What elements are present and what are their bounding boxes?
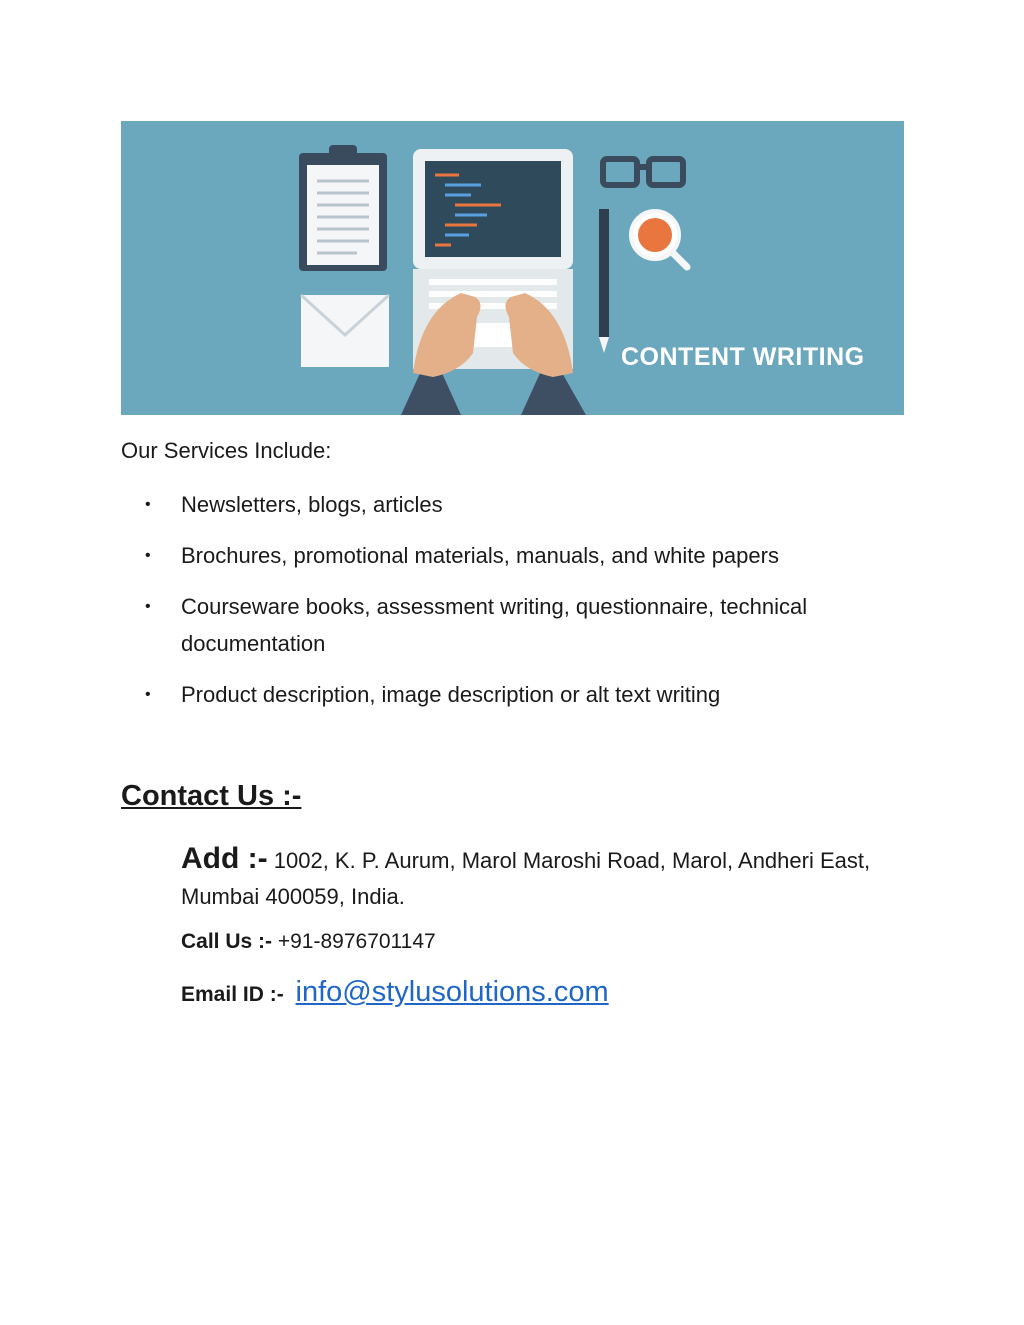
list-item: [145, 676, 885, 713]
content-writing-banner: [121, 121, 904, 415]
phone-line: [181, 925, 436, 959]
service-text: Brochures, promotional materials, manuals, and white papers: [181, 543, 779, 568]
email-line: [181, 972, 609, 1015]
phone-label: Call Us :-: [181, 930, 273, 953]
services-list: [145, 486, 885, 727]
envelope-icon: [301, 295, 389, 367]
address-value: 1002, K. P. Aurum, Marol Maroshi Road, Marol, Andheri East, Mumbai 400059, India.: [181, 848, 871, 909]
services-heading: Our Services Include:: [121, 438, 332, 463]
bullet: •: [145, 598, 151, 615]
bullet: •: [145, 547, 151, 564]
email-link[interactable]: info@stylusolutions.com: [295, 976, 609, 1008]
bullet: •: [145, 686, 151, 703]
service-text: Newsletters, blogs, articles: [181, 492, 443, 517]
phone-value: +91-8976701147: [277, 930, 436, 953]
service-text: Product description, image description or alt text writing: [181, 682, 721, 707]
bullet: •: [145, 496, 151, 513]
magnifier-icon: [631, 211, 687, 267]
address-label: Add :-: [181, 842, 268, 875]
banner-caption: CONTENT WRITING: [621, 343, 865, 371]
pencil-icon: [599, 209, 609, 353]
clipboard-icon: [299, 145, 387, 271]
address-block: [181, 841, 886, 915]
email-label: Email ID :-: [181, 983, 284, 1006]
service-text: Courseware books, assessment writing, questionnaire, technical documentation: [181, 594, 808, 656]
contact-heading: Contact Us :-: [121, 780, 302, 812]
list-item: [145, 486, 885, 523]
glasses-icon: [603, 159, 683, 185]
list-item: [145, 588, 885, 662]
list-item: [145, 537, 885, 574]
